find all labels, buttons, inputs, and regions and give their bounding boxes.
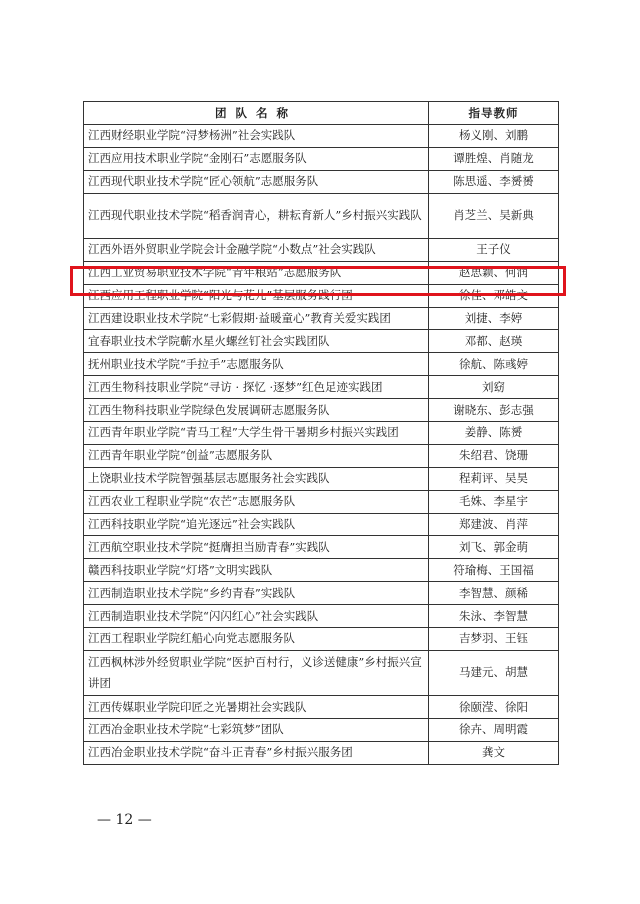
teacher-cell: 王子仪 [429,238,559,261]
teacher-cell: 姜静、陈赟 [429,421,559,444]
teacher-cell: 徐航、陈彧婷 [429,353,559,376]
table-row [84,650,559,695]
table-row [84,330,559,353]
teacher-cell: 邓都、赵瑛 [429,330,559,353]
teacher-cell: 谢晓东、彭志强 [429,399,559,422]
team-name-cell: 江西现代职业技术学院“匠心领航”志愿服务队 [84,170,429,193]
team-name-cell: 江西生物科技职业学院绿色发展调研志愿服务队 [84,399,429,422]
table-row [84,284,559,307]
table-row [84,125,559,148]
table-header-row [84,102,559,125]
table-row [84,696,559,719]
table-row [84,467,559,490]
team-name-cell: 江西青年职业学院“青马工程”大学生骨干暑期乡村振兴实践团 [84,421,429,444]
teacher-cell: 徐卉、周明霞 [429,718,559,741]
header-teacher: 指导教师 [429,102,559,125]
teacher-cell: 马建元、胡慧 [429,650,559,695]
team-name-cell: 江西航空职业技术学院“挺膺担当励青春”实践队 [84,536,429,559]
team-name-cell: 江西传媒职业学院印匠之光暑期社会实践队 [84,696,429,719]
team-name-cell: 江西科技职业学院“追光逐远”社会实践队 [84,513,429,536]
team-name-cell: 江西建设职业技术学院“七彩假期·益暖童心”教育关爱实践团 [84,307,429,330]
table-row [84,170,559,193]
team-name-cell: 江西冶金职业技术学院“七彩筑梦”团队 [84,718,429,741]
teacher-cell: 吉梦羽、王钰 [429,628,559,651]
teacher-cell: 龚文 [429,741,559,764]
team-name-cell: 江西财经职业学院“浔梦杨洲”社会实践队 [84,125,429,148]
table-row [84,193,559,238]
teacher-cell: 刘捷、李婷 [429,307,559,330]
team-name-cell: 江西农业工程职业学院“农芒”志愿服务队 [84,490,429,513]
teacher-cell: 徐佳、邓皓文 [429,284,559,307]
teacher-cell: 肖芝兰、吴新典 [429,193,559,238]
team-name-cell: 江西青年职业学院“创益”志愿服务队 [84,444,429,467]
team-name-cell: 江西工业贸易职业技术学院“青年粮站”志愿服务队 [84,261,429,284]
teacher-cell: 赵思颖、何润 [429,261,559,284]
table-row [84,147,559,170]
teacher-cell: 李智慧、颜稀 [429,582,559,605]
teacher-cell: 刘窈 [429,376,559,399]
table-row [84,605,559,628]
team-roster-table [83,101,559,765]
team-name-cell: 抚州职业技术学院“手拉手”志愿服务队 [84,353,429,376]
table-row [84,444,559,467]
team-name-cell: 江西现代职业技术学院“稻香润青心，耕耘育新人”乡村振兴实践队 [84,193,429,238]
table-row [84,261,559,284]
team-name-cell: 江西工程职业学院红船心向党志愿服务队 [84,628,429,651]
table-row [84,718,559,741]
team-name-cell: 江西外语外贸职业学院会计金融学院“小数点”社会实践队 [84,238,429,261]
table-row [84,307,559,330]
team-name-cell: 宜春职业技术学院蘄水星火螺丝钉社会实践团队 [84,330,429,353]
teacher-cell: 程莉评、吴昊 [429,467,559,490]
table-row [84,238,559,261]
table-row [84,399,559,422]
team-name-cell: 江西制造职业技术学院“乡约青春”实践队 [84,582,429,605]
teacher-cell: 毛姝、李星宇 [429,490,559,513]
table-row [84,376,559,399]
table-row [84,353,559,376]
page-number: — 12 — [97,812,152,828]
team-name-cell: 江西应用工程职业学院“阳光与花儿”基层服务践行团 [84,284,429,307]
teacher-cell: 朱泳、李智慧 [429,605,559,628]
team-name-cell: 江西枫林涉外经贸职业学院“医护百村行，义诊送健康”乡村振兴宣讲团 [84,650,429,695]
table-row [84,741,559,764]
teacher-cell: 徐颐滢、徐阳 [429,696,559,719]
table-row [84,559,559,582]
teacher-cell: 刘飞、郭金萌 [429,536,559,559]
table-row [84,421,559,444]
teacher-cell: 杨义刚、刘鹏 [429,125,559,148]
teacher-cell: 符瑜梅、王国福 [429,559,559,582]
team-name-cell: 江西应用技术职业学院“金刚石”志愿服务队 [84,147,429,170]
teacher-cell: 陈思遥、李赟赟 [429,170,559,193]
team-name-cell: 赣西科技职业学院“灯塔”文明实践队 [84,559,429,582]
team-name-cell: 江西生物科技职业学院“寻访 · 探忆 ·逐梦”红色足迹实践团 [84,376,429,399]
teacher-cell: 朱绍君、饶珊 [429,444,559,467]
table-row [84,490,559,513]
team-name-cell: 江西制造职业技术学院“闪闪红心”社会实践队 [84,605,429,628]
table-row [84,513,559,536]
team-name-cell: 上饶职业技术学院智强基层志愿服务社会实践队 [84,467,429,490]
teacher-cell: 谭胜煌、肖随龙 [429,147,559,170]
team-name-cell: 江西冶金职业技术学院“奋斗正青春”乡村振兴服务团 [84,741,429,764]
table-row [84,628,559,651]
header-team-name: 团队名称 [84,102,429,125]
teacher-cell: 郑建波、肖萍 [429,513,559,536]
table-row [84,536,559,559]
table-row [84,582,559,605]
